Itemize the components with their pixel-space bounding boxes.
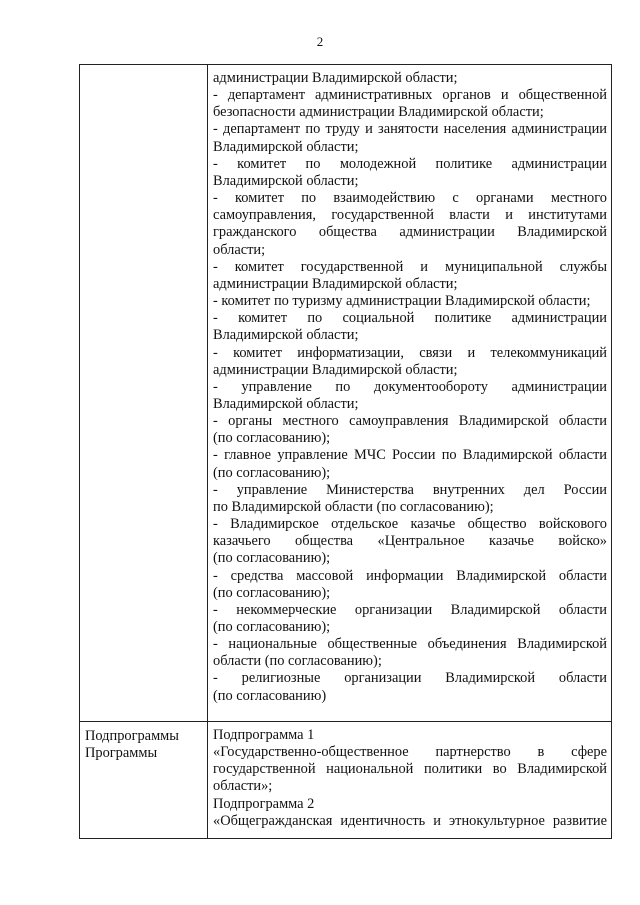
text-line: области»; bbox=[213, 778, 273, 795]
text-line: Владимирской области; bbox=[213, 327, 359, 344]
text-line: - комитет информатизации, связи и телекоммуникаций bbox=[213, 344, 607, 361]
text-line: государственной национальной политики во Владимирской bbox=[213, 761, 607, 778]
text-line: Владимирской области; bbox=[213, 138, 359, 155]
text-line: (по согласованию); bbox=[213, 430, 331, 447]
text-line: - комитет государственной и муниципальной службы bbox=[213, 258, 607, 275]
text-line: - департамент по труду и занятости населения администрации bbox=[213, 121, 607, 138]
table-cell-label bbox=[80, 722, 208, 839]
label-line: Подпрограммы bbox=[85, 728, 179, 744]
text-line: - комитет по туризму администрации Владимирской области; bbox=[213, 293, 591, 310]
table-cell-label bbox=[80, 65, 208, 722]
text-line: - комитет по взаимодействию с органами местного bbox=[213, 190, 607, 207]
text-line: администрации Владимирской области; bbox=[213, 70, 458, 86]
label-line: Программы bbox=[85, 745, 158, 762]
text-line: администрации Владимирской области; bbox=[213, 275, 458, 292]
text-line: - управление по документообороту администрации bbox=[213, 378, 607, 395]
text-line: «Государственно-общественное партнерство в сфере bbox=[213, 744, 607, 761]
text-line: Подпрограмма 1 bbox=[213, 727, 315, 743]
participants-list bbox=[213, 70, 607, 705]
table-cell-subprograms bbox=[208, 722, 612, 839]
text-line: безопасности администрации Владимирской области; bbox=[213, 104, 544, 121]
text-line: - комитет по молодежной политике администрации bbox=[213, 155, 607, 172]
text-line: (по согласованию) bbox=[213, 687, 327, 704]
text-line: Владимирской области; bbox=[213, 395, 359, 412]
text-line: Владимирской области; bbox=[213, 172, 359, 189]
text-line: области (по согласованию); bbox=[213, 653, 382, 670]
table-cell-participants bbox=[208, 65, 612, 722]
text-line: казачьего общества «Центральное казачье войско» bbox=[213, 533, 607, 550]
text-line: (по согласованию); bbox=[213, 584, 331, 601]
page-number: 2 bbox=[316, 34, 324, 49]
text-line: - комитет по социальной политике администрации bbox=[213, 310, 607, 327]
text-line: - департамент административных органов и общественной bbox=[213, 87, 607, 104]
text-line: - управление Министерства внутренних дел России bbox=[213, 481, 607, 498]
text-line: Подпрограмма 2 bbox=[213, 795, 315, 812]
text-line: (по согласованию); bbox=[213, 550, 331, 567]
program-passport-table bbox=[79, 64, 612, 839]
text-line: (по согласованию); bbox=[213, 464, 331, 481]
text-line: - главное управление МЧС России по Владимирской области bbox=[213, 447, 607, 464]
subprograms-list bbox=[213, 727, 607, 830]
text-line: - средства массовой информации Владимирской области bbox=[213, 567, 607, 584]
text-line: - органы местного самоуправления Владимирской области bbox=[213, 413, 607, 430]
text-line: администрации Владимирской области; bbox=[213, 361, 458, 378]
table-row bbox=[80, 65, 612, 722]
text-line: самоуправления, государственной власти и институтами bbox=[213, 207, 607, 224]
text-line: - религиозные организации Владимирской области bbox=[213, 670, 607, 687]
text-line: области; bbox=[213, 241, 266, 258]
text-line: по Владимирской области (по согласованию); bbox=[213, 498, 494, 515]
text-line: - некоммерческие организации Владимирской области bbox=[213, 601, 607, 618]
table-row bbox=[80, 722, 612, 839]
text-line: гражданского общества администрации Владимирской bbox=[213, 224, 607, 241]
text-line: «Общегражданская идентичность и этнокультурное развитие bbox=[213, 812, 607, 829]
text-line: - Владимирское отдельское казачье общество войскового bbox=[213, 516, 607, 533]
text-line: (по согласованию); bbox=[213, 619, 331, 635]
text-line: - национальные общественные объединения Владимирской bbox=[213, 636, 607, 653]
